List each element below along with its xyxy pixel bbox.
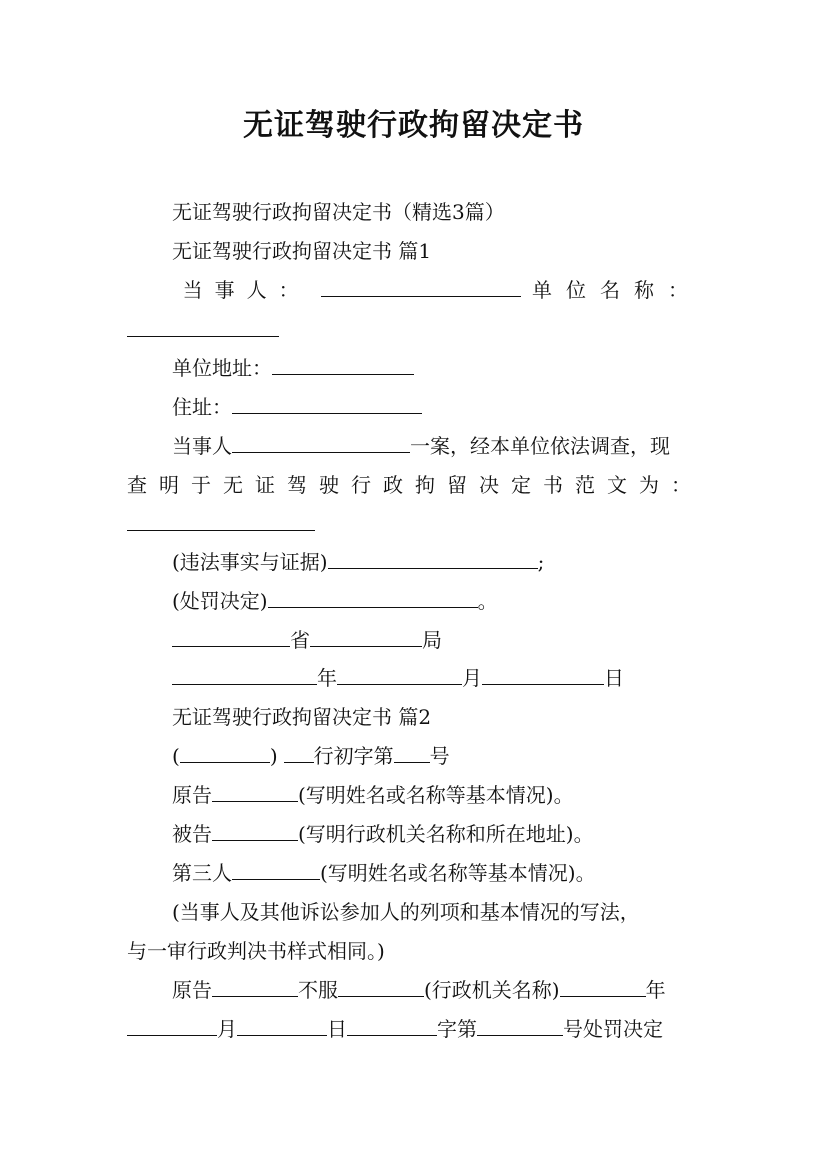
month-blank	[337, 664, 462, 685]
case-line	[127, 432, 747, 460]
appeal-subject-blank	[338, 976, 424, 997]
defendant-blank	[212, 820, 298, 841]
residence-blank	[232, 393, 422, 414]
appeal-notserve: 不服	[298, 978, 338, 1002]
found-blank-line	[127, 510, 702, 538]
appeal-agency: (行政机关名称)	[424, 978, 560, 1002]
case-suffix: 一案，经本单位依法调查，现	[410, 434, 670, 458]
appeal-end: 号处罚决定	[563, 1017, 663, 1041]
appeal-number-blank	[477, 1015, 563, 1036]
note-line-1: (当事人及其他诉讼参加人的列项和基本情况的写法，	[172, 900, 640, 924]
case-blank	[232, 432, 410, 453]
note-line-2: 与一审行政判决书样式相同。)	[127, 939, 385, 963]
year-label: 年	[317, 666, 337, 690]
unit-name-label: 单位名称：	[531, 278, 702, 302]
appeal-day: 日	[327, 1017, 347, 1041]
appeal-month-blank	[127, 1015, 217, 1036]
plaintiff-line	[127, 781, 747, 809]
bureau-label: 局	[422, 628, 442, 652]
plaintiff-blank	[212, 781, 298, 802]
month-label: 月	[462, 666, 482, 690]
decision-label: (处罚决定)	[172, 589, 268, 613]
appeal-month: 月	[217, 1017, 237, 1041]
doc-number-line	[127, 742, 747, 770]
doc-year-blank	[180, 742, 270, 763]
appeal-plaintiff-blank	[212, 976, 298, 997]
appeal-year: 年	[645, 978, 666, 1002]
subtitle: 无证驾驶行政拘留决定书（精选3篇）	[172, 200, 505, 224]
case-prefix: 当事人	[172, 434, 232, 458]
day-blank	[482, 664, 604, 685]
party-blank	[321, 276, 521, 297]
defendant-label: 被告	[172, 822, 212, 846]
found-blank	[127, 510, 315, 531]
part1-heading: 无证驾驶行政拘留决定书 篇1	[172, 239, 432, 263]
party-label: 当事人：	[182, 278, 311, 302]
decision-blank	[268, 587, 478, 608]
decision-end: 。	[477, 589, 498, 613]
plaintiff-label: 原告	[172, 783, 212, 807]
appeal-zi: 字第	[437, 1017, 477, 1041]
facts-label: (违法事实与证据)	[172, 550, 328, 574]
unit-name-blank	[127, 316, 279, 337]
doc-number-blank	[394, 742, 430, 763]
appeal-day-blank	[237, 1015, 327, 1036]
residence-line	[127, 393, 747, 421]
facts-blank	[328, 548, 538, 569]
facts-line	[127, 548, 747, 576]
doc-no-end: 号	[429, 744, 450, 768]
third-party-line	[127, 859, 747, 887]
third-party-note: (写明姓名或名称等基本情况)。	[320, 861, 596, 885]
party-line	[127, 276, 702, 304]
unit-address-blank	[272, 354, 414, 375]
part2-heading: 无证驾驶行政拘留决定书 篇2	[172, 705, 432, 729]
defendant-note: (写明行政机关名称和所在地址)。	[298, 822, 594, 846]
appeal-plaintiff-label: 原告	[172, 978, 212, 1002]
plaintiff-note: (写明姓名或名称等基本情况)。	[298, 783, 574, 807]
doc-no-mid: 行初字第	[313, 744, 394, 768]
facts-end: ;	[537, 550, 545, 574]
year-blank	[172, 664, 317, 685]
unit-name-blank-line	[127, 316, 702, 344]
province-line	[127, 626, 747, 654]
province-label: 省	[290, 628, 310, 652]
province-blank	[172, 626, 290, 647]
appeal-line-1	[127, 976, 747, 1004]
unit-address-label: 单位地址：	[172, 356, 272, 380]
third-party-blank	[232, 859, 320, 880]
residence-label: 住址：	[172, 395, 232, 419]
decision-line	[127, 587, 747, 615]
doc-court-blank	[284, 742, 314, 763]
bureau-blank	[310, 626, 422, 647]
third-party-label: 第三人	[172, 861, 232, 885]
doc-no-close: )	[269, 744, 278, 768]
date-line	[127, 664, 747, 692]
appeal-zi-blank	[347, 1015, 437, 1036]
appeal-year-blank	[560, 976, 646, 997]
document-title: 无证驾驶行政拘留决定书	[243, 108, 584, 143]
defendant-line	[127, 820, 747, 848]
unit-address-line	[127, 354, 747, 382]
doc-no-open: (	[172, 744, 180, 768]
found-line: 查明于无证驾驶行政拘留决定书范文为：	[127, 473, 703, 497]
day-label: 日	[604, 666, 624, 690]
appeal-line-2	[127, 1015, 702, 1043]
